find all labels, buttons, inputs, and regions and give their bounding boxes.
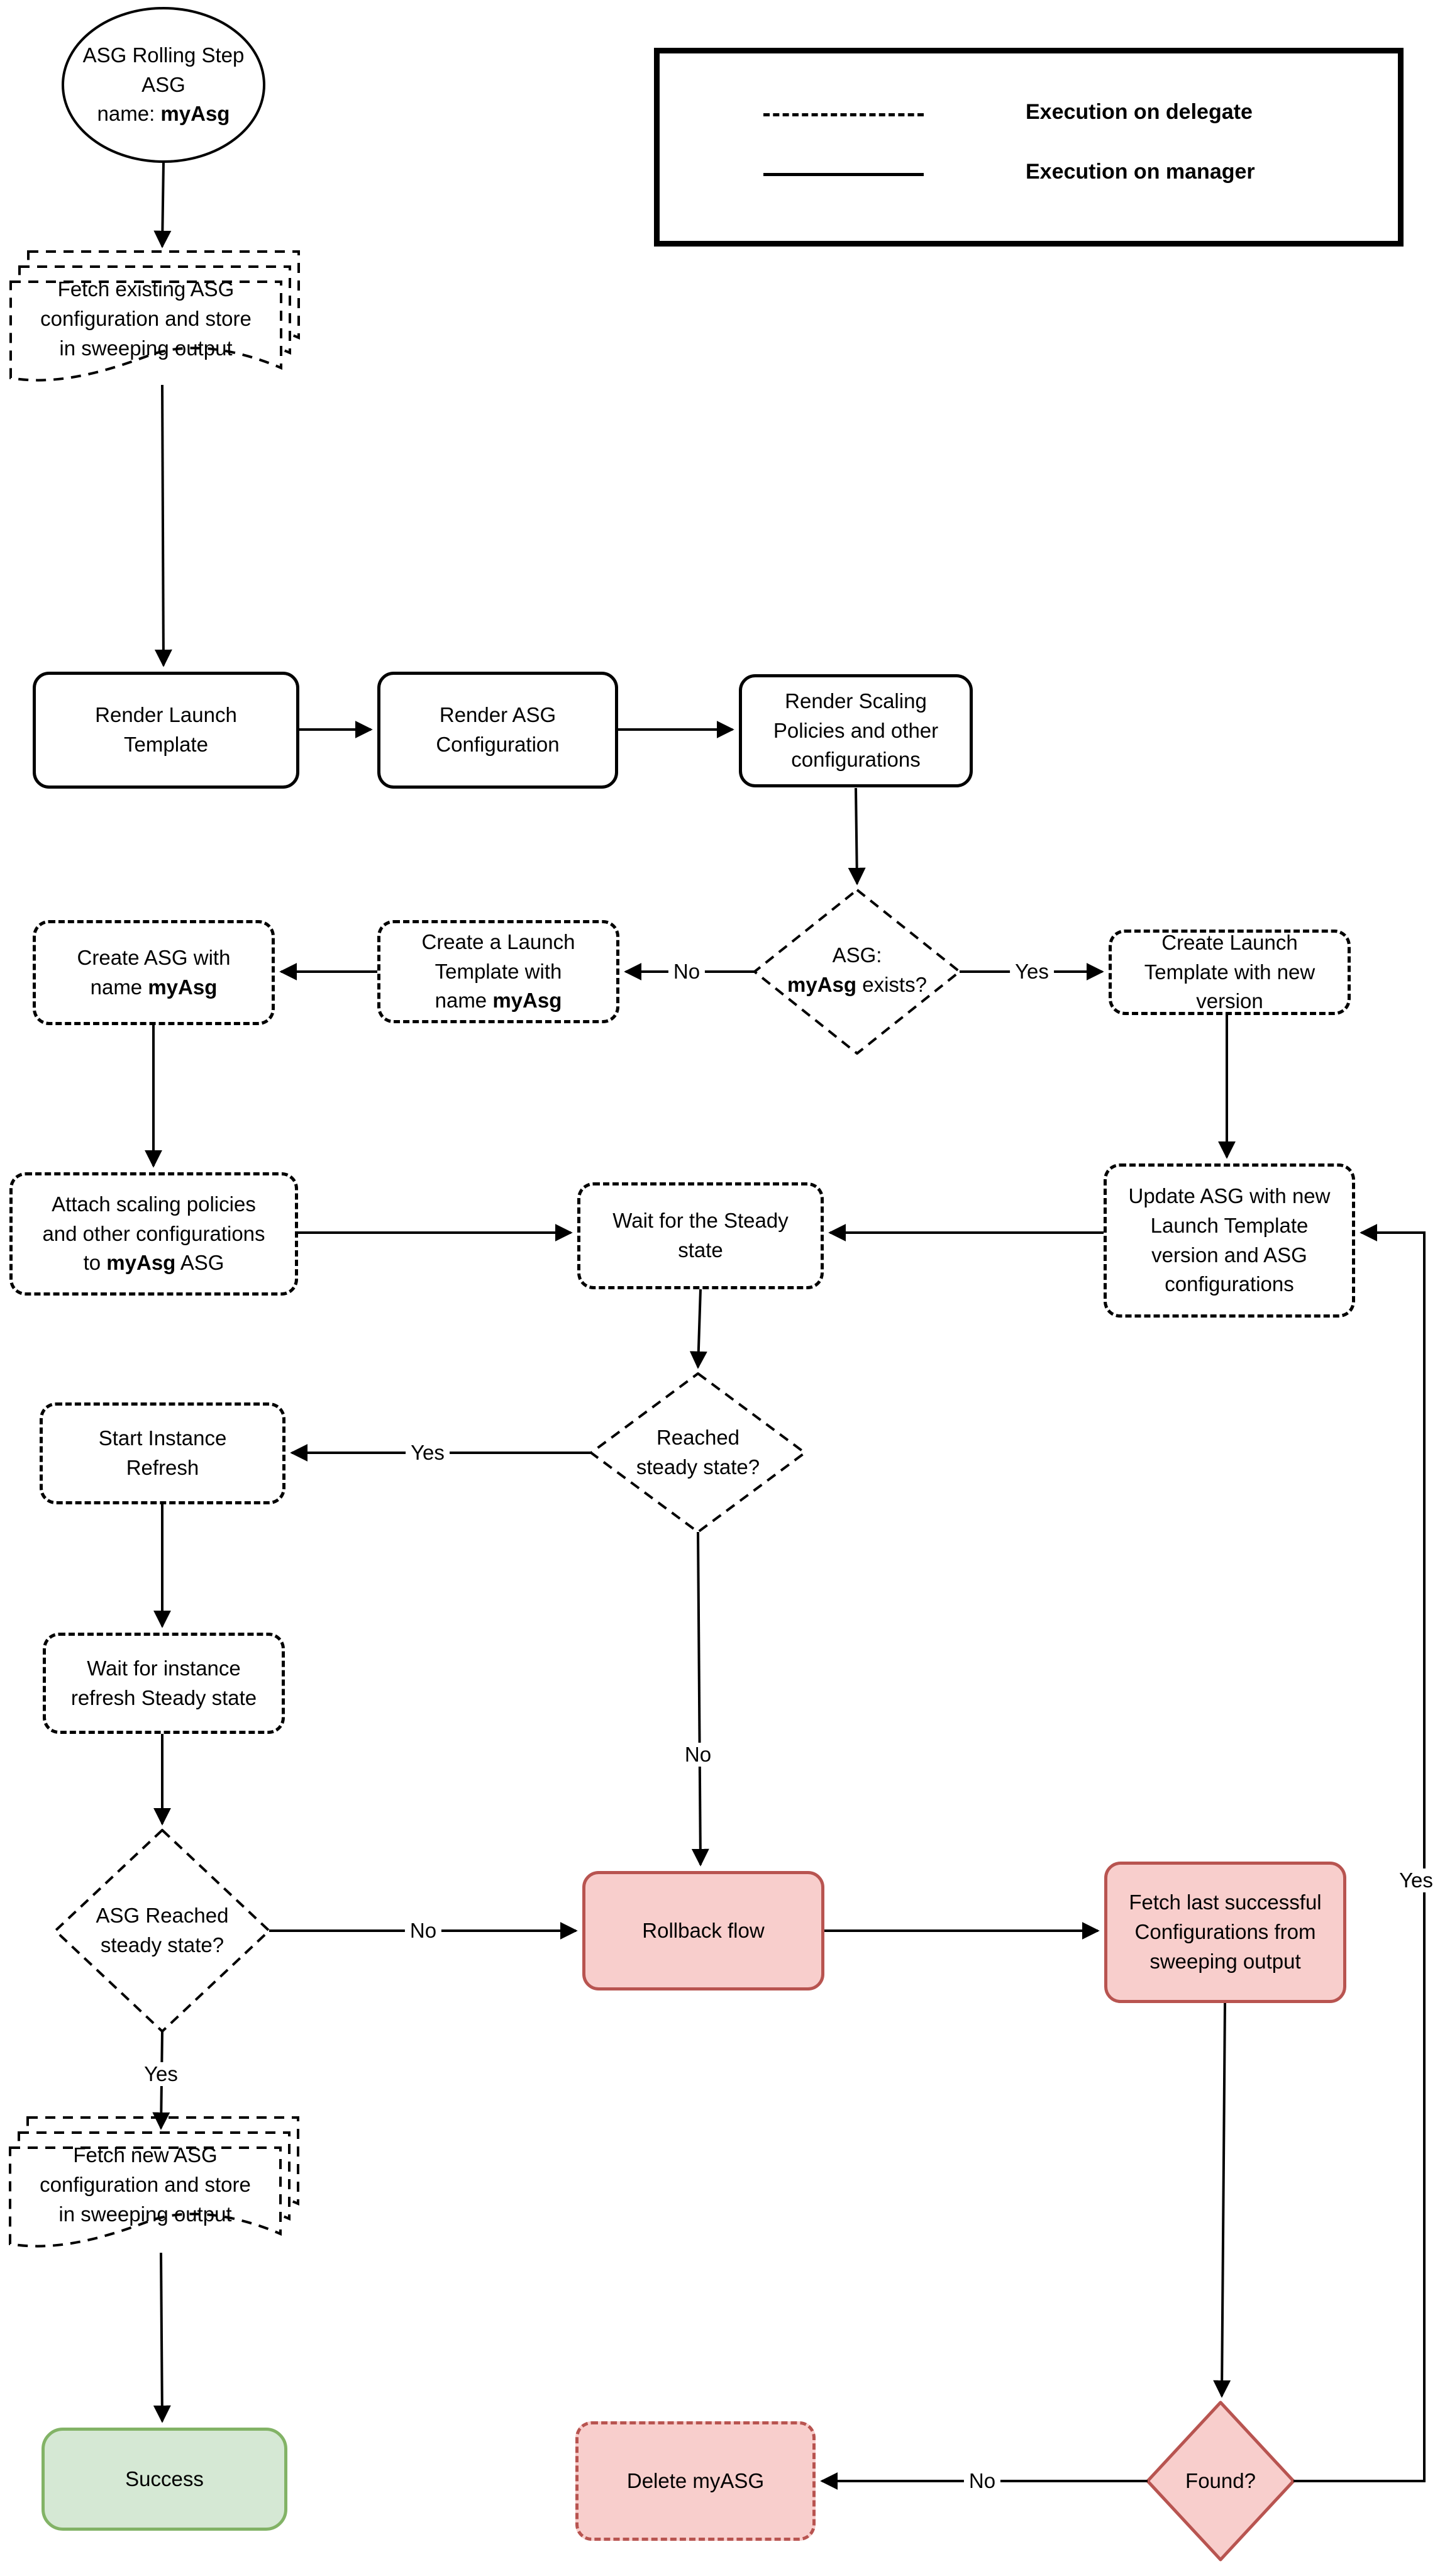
node-delete-myasg: Delete myASG <box>575 2421 816 2541</box>
node-create-launch-template-named: Create a Launch Template with name myAsg <box>377 920 619 1023</box>
legend-label-delegate: Execution on delegate <box>1026 100 1253 124</box>
reached-steady-diamond-label: Reached steady state? <box>636 1426 760 1479</box>
edge-label-no-reached: No <box>680 1743 716 1767</box>
dashed-line-sample <box>763 113 924 116</box>
edge-fetch-new-to-success <box>161 2253 162 2421</box>
edge-label-yes-asg-reached: Yes <box>139 2062 183 2086</box>
legend-box <box>654 48 1404 247</box>
edge-found-yes-to-update <box>1293 1233 1424 2481</box>
node-render-scaling-policies: Render Scaling Policies and other configurations <box>739 674 973 787</box>
node-rollback-flow: Rollback flow <box>582 1871 824 1990</box>
edge-fetch-existing-to-render-lt <box>162 385 163 665</box>
fetch-new-label: Fetch new ASG configuration and store in sweeping output <box>40 2143 251 2226</box>
edge-fetch-last-to-found <box>1222 2003 1225 2396</box>
node-update-asg: Update ASG with new Launch Template version and ASG configurations <box>1104 1163 1355 1318</box>
legend-label-manager: Execution on manager <box>1026 160 1255 184</box>
node-success: Success <box>42 2428 287 2531</box>
edge-label-yes-found: Yes <box>1394 1868 1438 1892</box>
edge-label-no-asg-reached: No <box>405 1919 441 1943</box>
asg-exists-diamond-label: ASG: myAsg exists? <box>787 943 927 996</box>
node-start-instance-refresh: Start Instance Refresh <box>40 1402 285 1504</box>
edge-reached-no-to-rollback <box>698 1532 701 1865</box>
node-create-launch-template-new-version: Create Launch Template with new version <box>1109 930 1351 1015</box>
edge-label-yes-asg-exists: Yes <box>1010 960 1054 984</box>
edge-label-no-asg-exists: No <box>668 960 705 984</box>
node-create-asg: Create ASG with name myAsg <box>33 920 275 1025</box>
edge-label-no-found: No <box>964 2469 1000 2493</box>
node-render-asg-configuration: Render ASG Configuration <box>377 672 618 789</box>
fetch-existing-label: Fetch existing ASG configuration and store in sweeping output <box>40 277 252 360</box>
found-diamond-label: Found? <box>1185 2468 1256 2492</box>
edge-start-to-fetch-existing <box>162 162 163 247</box>
node-render-launch-template: Render Launch Template <box>33 672 299 789</box>
start-circle-label: ASG Rolling Step ASG name: myAsg <box>82 43 245 126</box>
node-fetch-last-successful: Fetch last successful Configurations from sweeping output <box>1104 1862 1346 2003</box>
edge-wait-steady-to-reached <box>698 1289 701 1367</box>
edge-render-scaling-to-asg-exists <box>856 788 857 884</box>
asg-reached-diamond-label: ASG Reached steady state? <box>96 1904 229 1957</box>
node-wait-instance-refresh: Wait for instance refresh Steady state <box>43 1633 285 1734</box>
solid-line-sample <box>763 173 924 176</box>
edge-label-yes-reached: Yes <box>406 1441 450 1465</box>
edges-group <box>153 162 1424 2481</box>
node-attach-scaling-policies: Attach scaling policies and other configurations to myAsg ASG <box>9 1172 298 1296</box>
node-wait-for-steady-state: Wait for the Steady state <box>577 1182 824 1289</box>
